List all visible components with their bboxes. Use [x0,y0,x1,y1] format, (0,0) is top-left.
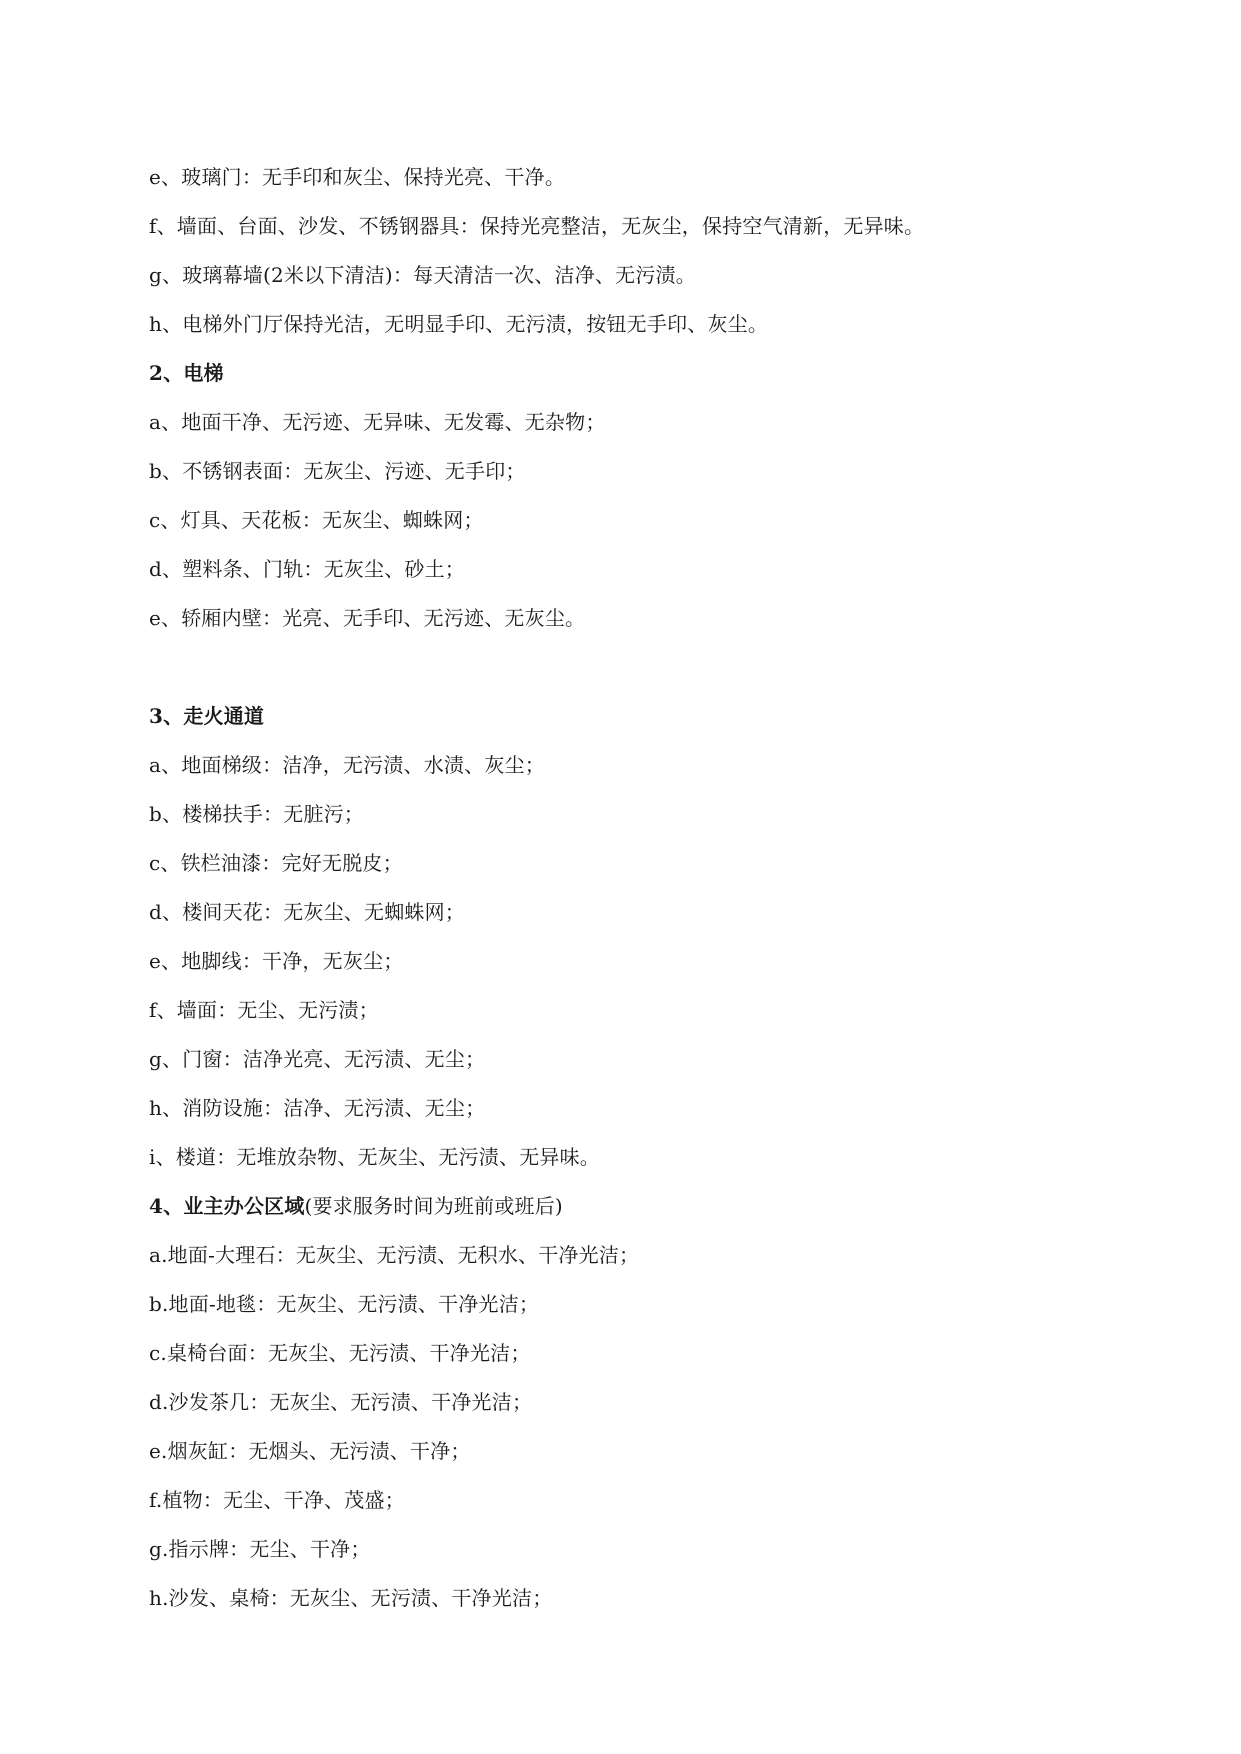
section-heading-title: 4、业主办公区域 [149,1194,305,1218]
list-item: e、玻璃门：无手印和灰尘、保持光亮、干净。 [149,165,566,189]
list-item: a、地面梯级：洁净，无污渍、水渍、灰尘； [149,753,545,777]
list-item: g、玻璃幕墙(2米以下清洁)：每天清洁一次、洁净、无污渍。 [149,263,696,287]
list-item: a、地面干净、无污迹、无异味、无发霉、无杂物； [149,410,606,434]
list-item: b.地面-地毯：无灰尘、无污渍、干净光洁； [149,1292,540,1316]
section-heading-elevator: 2、电梯 [149,361,224,385]
list-item: g.指示牌：无尘、干净； [149,1537,371,1561]
list-item: f、墙面：无尘、无污渍； [149,998,379,1022]
list-item: d、塑料条、门轨：无灰尘、砂土； [149,557,466,581]
section-heading-owner-office [149,1189,1129,1223]
list-item: f、墙面、台面、沙发、不锈钢器具：保持光亮整洁，无灰尘，保持空气清新，无异味。 [149,214,925,238]
list-item: b、楼梯扶手：无脏污； [149,802,365,826]
list-item: d、楼间天花：无灰尘、无蜘蛛网； [149,900,466,924]
list-item: f.植物：无尘、干净、茂盛； [149,1488,405,1512]
list-item: c.桌椅台面：无灰尘、无污渍、干净光洁； [149,1341,531,1365]
section-heading-fire-escape: 3、走火通道 [149,704,265,728]
list-item: d.沙发茶几：无灰尘、无污渍、干净光洁； [149,1390,533,1414]
list-item: b、不锈钢表面：无灰尘、污迹、无手印； [149,459,526,483]
list-item: e、地脚线：干净，无灰尘； [149,949,404,973]
list-item: h、电梯外门厅保持光洁，无明显手印、无污渍，按钮无手印、灰尘。 [149,312,769,336]
list-item: g、门窗：洁净光亮、无污渍、无尘； [149,1047,486,1071]
list-item: e.烟灰缸：无烟头、无污渍、干净； [149,1439,471,1463]
list-item: c、铁栏油漆：完好无脱皮； [149,851,403,875]
list-item: h.沙发、桌椅：无灰尘、无污渍、干净光洁； [149,1586,553,1610]
list-item: h、消防设施：洁净、无污渍、无尘； [149,1096,486,1120]
list-item: e、轿厢内壁：光亮、无手印、无污迹、无灰尘。 [149,606,586,630]
list-item: a.地面-大理石：无灰尘、无污渍、无积水、干净光洁； [149,1243,640,1267]
section-heading-note: (要求服务时间为班前或班后) [304,1194,563,1218]
list-item: c、灯具、天花板：无灰尘、蜘蛛网； [149,508,484,532]
list-item: i、楼道：无堆放杂物、无灰尘、无污渍、无异味。 [149,1145,600,1169]
